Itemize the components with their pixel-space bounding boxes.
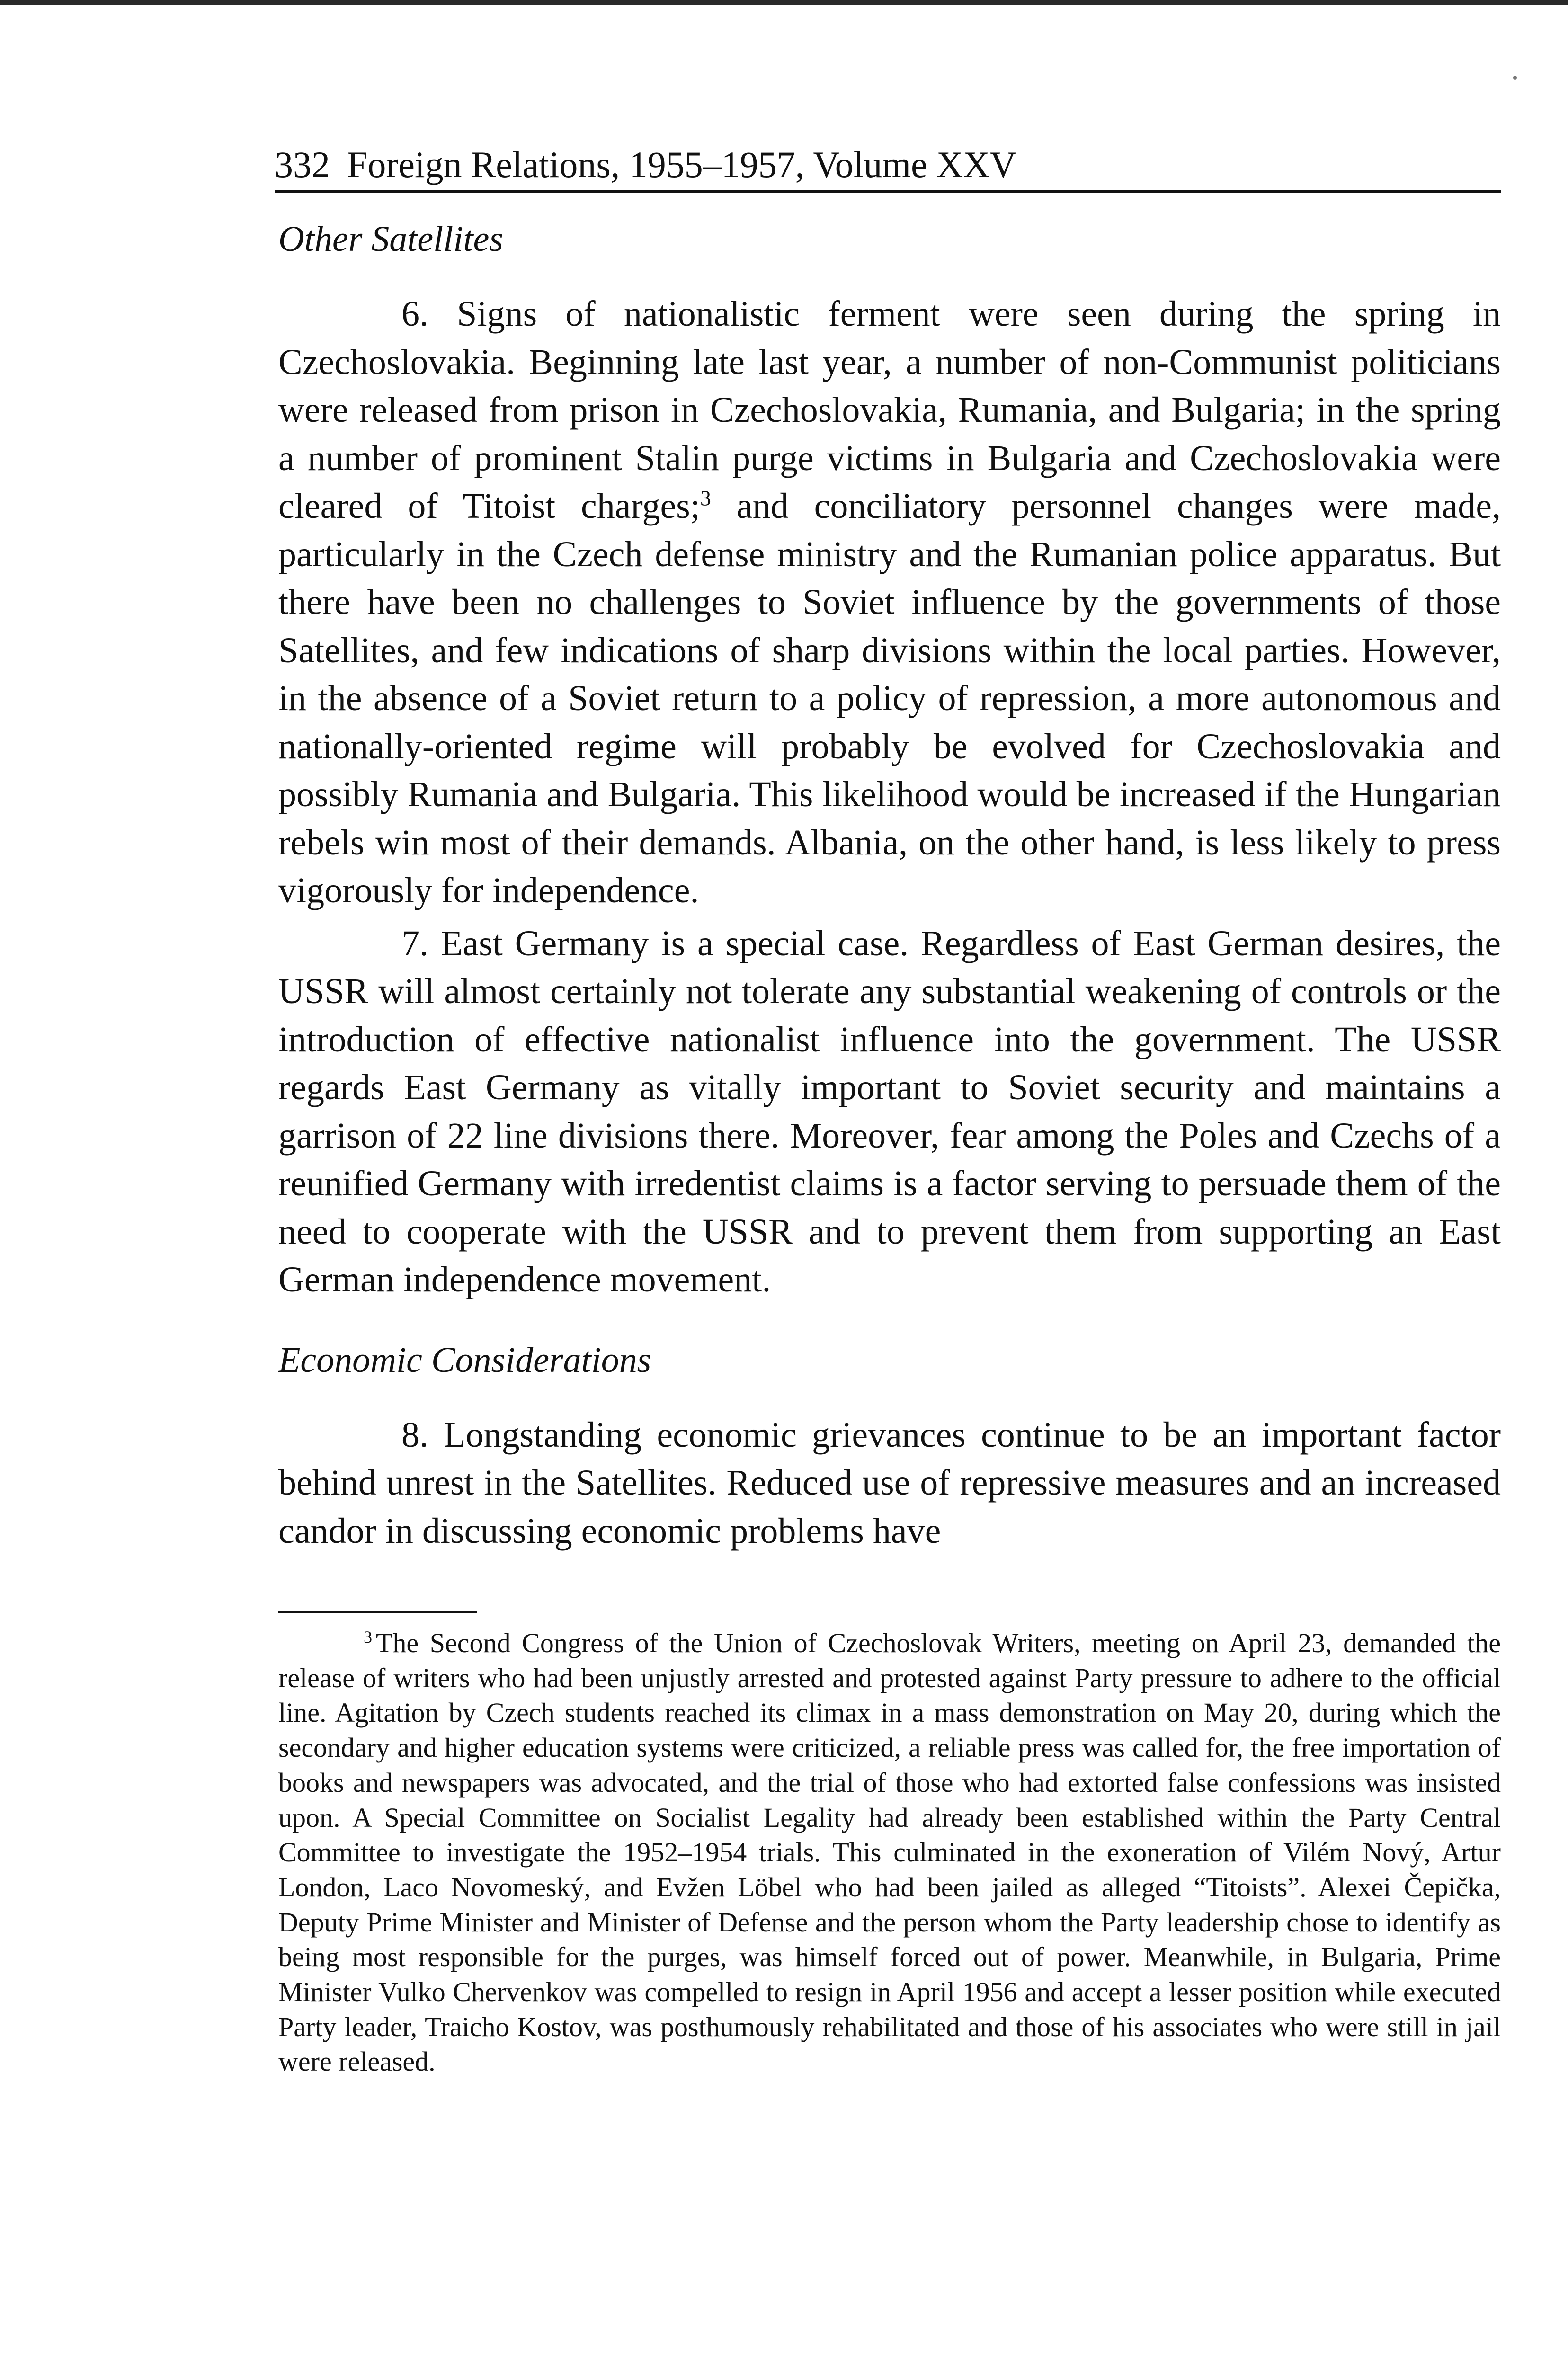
section-heading-economic-considerations: Economic Considerations [278, 1340, 651, 1380]
running-head [275, 142, 1501, 193]
document-page [275, 142, 1501, 2079]
footnote-3 [278, 1626, 1501, 2079]
footnote-text: The Second Congress of the Union of Czechoslovak Writers, meeting on April 23, demanded the release of writers who had been unjustly arrested and protested against Party pressure to adhere to the official line. Agitation by Czech students reached its climax in a mass demonstration on May 20, during which the secondary and higher education systems were criticized, a reliable press was called for, the free importation of books and newspapers was advocated, and the trial of those who had extorted false confessions was insisted upon. A Special Committee on Socialist Legality had already been established within the Party Central Committee to investigate the 1952–1954 trials. This culminated in the exoneration of Vilém Nový, Artur London, Laco Novomeský, and Evžen Löbel who had been jailed as alleged “Titoists”. Alexei Čepička, Deputy Prime Minister and Minister of Defense and the person whom the Party leadership chose to identify as being most responsible for the purges, was himself forced out of power. Meanwhile, in Bulgaria, Prime Minister Vulko Chervenkov was compelled to resign in April 1956 and accept a lesser position while executed Party leader, Traicho Kostov, was posthumously rehabilitated and those of his associates who were still in jail were released. [278, 1628, 1501, 2077]
footnote-marker: 3 [364, 1627, 372, 1646]
footnote-divider [278, 1611, 477, 1613]
footnote-reference-3: 3 [700, 486, 711, 510]
running-head-title: Foreign Relations, 1955–1957, Volume XXV [347, 144, 1017, 185]
paragraph-6-text-a: 6. Signs of nationalistic ferment were seen during the spring in Czechoslovakia. Beginning late last year, a number of non-Communist politicians were released from prison in Czechoslovakia, Rumania, and Bulgaria; in the spring a number of prominent Stalin purge victims in Bulgaria and Czechoslovakia were cleared of Titoist charges; [278, 294, 1501, 526]
page-number: 332 [275, 144, 330, 185]
paragraph-8: 8. Longstanding economic grievances continue to be an important factor behind unrest in the Satellites. Reduced use of repressive measures and an increased candor in discussing economic problems have [278, 1415, 1501, 1551]
scan-top-edge [0, 0, 1568, 5]
paragraph-7: 7. East Germany is a special case. Regardless of East German desires, the USSR will almost certainly not tolerate any substantial weakening of controls or the introduction of effective nationalist influence into the government. The USSR regards East Germany as vitally important to Soviet security and maintains a garrison of 22 line divisions there. Moreover, fear among the Poles and Czechs of a reunified Germany with irredentist claims is a factor serving to persuade them of the need to cooperate with the USSR and to prevent them from supporting an East German independence movement. [278, 923, 1501, 1299]
scan-speck [1513, 76, 1517, 80]
section-heading-other-satellites: Other Satellites [278, 219, 503, 259]
paragraph-6-text-b: and conciliatory personnel changes were made, particularly in the Czech defense ministry and the Rumanian police apparatus. But there have been no challenges to Soviet influence by the governments of those Satellites, and few indications of sharp divisions within the local parties. However, in the absence of a Soviet return to a policy of repression, a more autonomous and nationally-oriented regime will probably be evolved for Czechoslovakia and possibly Rumania and Bulgaria. This likelihood would be increased if the Hungarian rebels win most of their demands. Albania, on the other hand, is less likely to press vigorously for independence. [278, 486, 1501, 910]
paragraph-6 [278, 290, 1501, 915]
